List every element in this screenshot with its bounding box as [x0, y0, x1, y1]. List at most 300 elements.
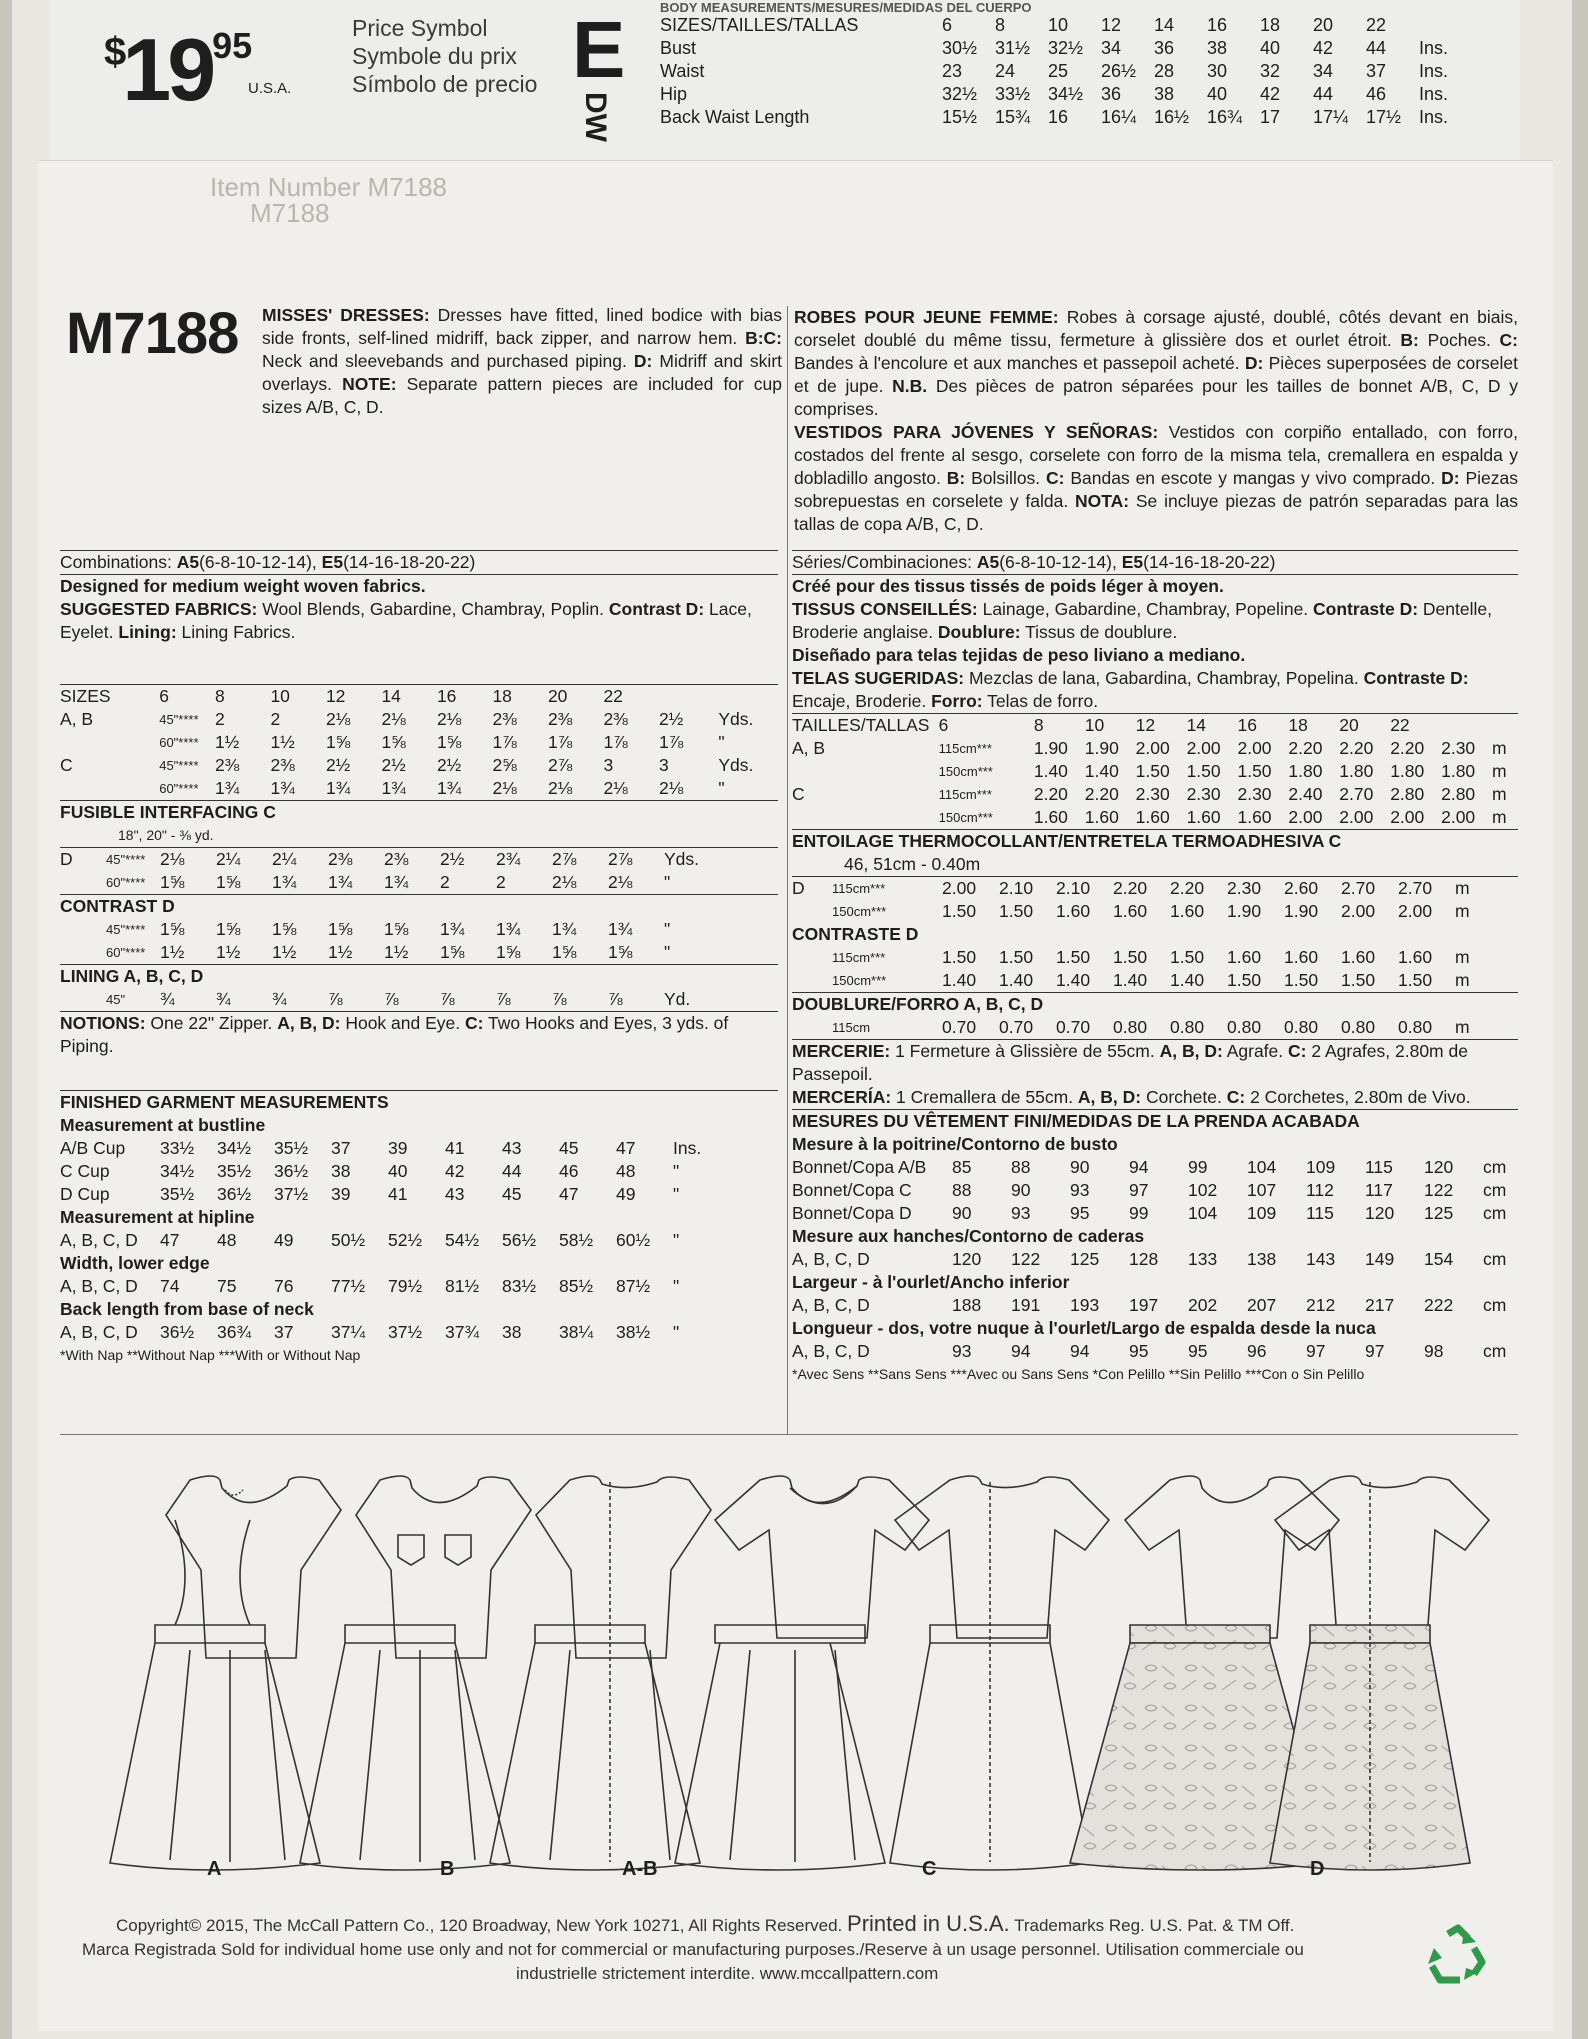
table-cell: 38 [331, 1161, 351, 1181]
table-cell: 2.20 [1390, 738, 1425, 758]
entoilage-label: ENTOILAGE THERMOCOLLANT/ENTRETELA TERMOADHESIVA C [792, 831, 1342, 851]
table-cell: 95 [1188, 1341, 1208, 1361]
table-cell: 36½ [160, 1322, 195, 1342]
fabric-width: 150cm*** [832, 904, 887, 919]
unit-cell: " [664, 942, 671, 962]
table-cell: 93 [952, 1341, 972, 1361]
table-cell: 1.60 [1186, 807, 1221, 827]
fusible-interfacing-value: 18", 20" - ⅜ yd. [118, 827, 214, 843]
table-cell: ⅞ [496, 989, 511, 1009]
table-row [60, 848, 724, 871]
nap-note: *With Nap **Without Nap ***With or Without Nap [60, 1347, 361, 1363]
table-cell: 1¾ [496, 919, 521, 939]
table-cell: 1⅝ [328, 919, 353, 939]
view-label-b: B [440, 1858, 455, 1880]
table-cell: 85½ [559, 1276, 594, 1296]
row-label [60, 988, 106, 1011]
table-cell: 44 [1366, 38, 1387, 58]
table-cell: 2 [440, 872, 450, 892]
fabric-width: 150cm*** [832, 973, 887, 988]
suggested-fabrics: SUGGESTED FABRICS: Wool Blends, Gabardine, Chambray, Poplin. Contrast D: Lace, Eyelet. Lining: Lining Fabrics. [60, 599, 752, 642]
table-cell: 1.50 [942, 947, 977, 967]
table-header [60, 685, 778, 708]
size-header: 14 [1154, 15, 1175, 35]
table-cell: 2.20 [1339, 738, 1374, 758]
table-cell: 1¾ [272, 872, 297, 892]
table-cell: 37¾ [445, 1322, 480, 1342]
table-cell: 1¾ [325, 778, 351, 798]
price-code-letter: E [572, 5, 626, 94]
table-cell: ⅞ [328, 989, 343, 1009]
size-header: 18 [492, 686, 512, 706]
unit-cell: Yds. [718, 709, 754, 729]
unit-cell: " [673, 1322, 680, 1342]
size-header: 12 [1135, 715, 1156, 735]
table-cell: 2⅜ [547, 709, 573, 729]
table-cell: 17 [1260, 107, 1281, 127]
table-cell: 79½ [388, 1276, 423, 1296]
table-cell: 1.40 [1056, 970, 1091, 990]
unit-cell [1441, 714, 1492, 737]
table-cell: ¾ [160, 989, 175, 1009]
unit-cell: m [1455, 901, 1470, 921]
table-row [792, 1340, 1513, 1363]
table-row [60, 918, 724, 941]
fabric-width: 45"**** [159, 758, 199, 773]
row-label [792, 760, 939, 783]
size-header: 20 [1339, 715, 1359, 735]
table-cell: 0.80 [1170, 1017, 1205, 1037]
doublure-label: DOUBLURE/FORRO A, B, C, D [792, 994, 1044, 1014]
table-cell: 1⅞ [547, 732, 573, 752]
table-cell: 2.20 [1033, 784, 1068, 804]
unit-cell: m [1492, 761, 1507, 781]
size-header: 10 [1084, 715, 1105, 735]
cree-pour: Créé pour des tissus tissés de poids léger à moyen. [792, 576, 1224, 596]
table-cell: 16 [1048, 107, 1069, 127]
table-cell: 1.50 [1341, 970, 1376, 990]
row-label: D [792, 878, 805, 898]
table-cell: 128 [1129, 1249, 1159, 1269]
row-label: Bonnet/Copa A/B [792, 1157, 927, 1177]
table-row [60, 1321, 723, 1344]
table-cell: 31½ [995, 38, 1031, 58]
size-header: 16 [436, 686, 457, 706]
table-cell: 2¼ [216, 849, 241, 869]
unit-cell: " [673, 1276, 680, 1296]
footer [82, 1911, 1436, 1986]
table-cell: 1.60 [1227, 947, 1262, 967]
table-cell: 1¾ [384, 872, 409, 892]
table-cell: 46 [559, 1161, 579, 1181]
unit-cell: cm [1483, 1341, 1507, 1361]
table-cell: 2.20 [1170, 878, 1205, 898]
table-row [60, 1229, 723, 1252]
table-row [792, 946, 1485, 969]
row-label: A, B, C, D [60, 1230, 138, 1250]
combinations: Combinations: A5(6-8-10-12-14), E5(14-16-18-20-22) [60, 552, 476, 572]
dress-view-c-back [890, 1476, 1109, 1870]
table-cell: 1⅞ [492, 732, 517, 752]
table-cell: 125 [1424, 1203, 1454, 1223]
sizes-label: TAILLES/TALLAS [792, 715, 930, 735]
table-cell: 2.30 [1227, 878, 1262, 898]
table-cell: 52½ [388, 1230, 423, 1250]
table-cell: 2.00 [1237, 738, 1272, 758]
unit-cell: cm [1483, 1157, 1507, 1177]
unit-cell: " [664, 872, 671, 892]
table-cell: 32½ [1048, 38, 1084, 58]
price: $^{\$}19^{95}$ [104, 20, 253, 119]
unit-cell: m [1492, 738, 1507, 758]
table-cell: 99 [1188, 1157, 1208, 1177]
size-header: 14 [381, 686, 401, 706]
unit-cell: cm [1483, 1203, 1507, 1223]
table-cell: 60½ [616, 1230, 651, 1250]
table-cell: 35½ [217, 1161, 252, 1181]
table-cell: 1.60 [1084, 807, 1119, 827]
table-cell: 1⅝ [325, 732, 351, 752]
hanches-label: Mesure aux hanches/Contorno de caderas [792, 1226, 1145, 1246]
column-divider [787, 306, 788, 1434]
table-cell: 48 [616, 1161, 636, 1181]
footer-line-2: Marca Registrada Sold for individual home use only and not for commercial or manufacturing purposes./Reserve à un usage personnel. Utilisation commerciale ou [82, 1940, 1304, 1959]
table-cell: 44 [1313, 84, 1334, 104]
table-cell: 1.50 [1237, 761, 1272, 781]
table-cell: 1.60 [1056, 901, 1091, 921]
table-cell: 26½ [1101, 61, 1137, 81]
table-cell: 24 [995, 61, 1016, 81]
unit-cell: m [1492, 807, 1507, 827]
yardage-table-en [60, 685, 778, 800]
table-cell: 97 [1306, 1341, 1326, 1361]
row-label: Waist [660, 61, 705, 81]
table-cell: 0.80 [1398, 1017, 1433, 1037]
table-cell: 30½ [942, 38, 978, 58]
table-cell: 37½ [274, 1184, 309, 1204]
disenado-para: Diseñado para telas tejidas de peso liviano a mediano. [792, 645, 1246, 665]
table-cell: 1.90 [1033, 738, 1068, 758]
table-cell: 2⅞ [608, 849, 633, 869]
size-header: 14 [1186, 715, 1207, 735]
table-cell: 44 [502, 1161, 522, 1181]
table-cell: 1.80 [1288, 761, 1323, 781]
table-cell: 2.30 [1237, 784, 1272, 804]
table-row [660, 60, 1459, 83]
table-cell: 1⅝ [608, 942, 633, 962]
fabric-width: 115cm [832, 1020, 871, 1035]
table-cell: 90 [1011, 1180, 1031, 1200]
table-cell: 2.10 [999, 878, 1034, 898]
size-header: 8 [995, 15, 1006, 35]
table-cell: 1.50 [942, 901, 977, 921]
table-cell: 1.50 [1056, 947, 1091, 967]
row-label [792, 946, 832, 969]
size-header: 6 [159, 686, 169, 706]
table-cell: 3 [658, 755, 669, 775]
view-label-a: A [207, 1858, 222, 1880]
table-cell: 32 [1260, 61, 1281, 81]
table-cell: 2.00 [1288, 807, 1323, 827]
table-cell: 149 [1365, 1249, 1395, 1269]
table-cell: 2.40 [1288, 784, 1323, 804]
table-cell: 15½ [942, 107, 978, 127]
unit-cell: Yd. [664, 989, 691, 1009]
table-cell: 1.90 [1284, 901, 1319, 921]
table-row [60, 1160, 723, 1183]
row-label [60, 941, 106, 964]
table-cell: 1½ [216, 942, 241, 962]
table-cell: 94 [1129, 1157, 1149, 1177]
ghost-text: Item Number M7188 M7188 [210, 172, 447, 228]
table-cell: 17¼ [1313, 107, 1349, 127]
table-cell: 25 [1048, 61, 1069, 81]
back-length-label: Back length from base of neck [60, 1299, 314, 1319]
contrast-d-table [60, 918, 724, 964]
metric-table [792, 714, 1518, 829]
unit-cell: Ins. [673, 1138, 702, 1158]
table-cell: 1.40 [1084, 761, 1119, 781]
table-row [792, 1156, 1513, 1179]
table-cell: 41 [388, 1184, 408, 1204]
table-cell: 143 [1306, 1249, 1336, 1269]
table-cell: 32½ [942, 84, 978, 104]
fusible-interfacing-label: FUSIBLE INTERFACING C [60, 802, 276, 822]
size-header: 20 [1313, 15, 1334, 35]
table-cell: 43 [502, 1138, 522, 1158]
table-row [660, 106, 1459, 129]
table-cell: 2.00 [1341, 901, 1376, 921]
table-row [60, 1275, 723, 1298]
sens-note: *Avec Sens **Sans Sens ***Avec ou Sans Sens *Con Pelillo **Sin Pelillo ***Con o Sin Pelillo [792, 1366, 1365, 1382]
table-cell: 48 [217, 1230, 237, 1250]
table-cell: 1⅞ [603, 732, 628, 752]
row-label [60, 918, 106, 941]
unit-cell: Ins. [1419, 61, 1449, 81]
table-cell: 1½ [272, 942, 297, 962]
table-cell: 2.20 [1288, 738, 1323, 758]
size-header: 6 [938, 715, 949, 735]
fabric-width: 60"**** [159, 735, 199, 750]
table-cell: 2.00 [1186, 738, 1221, 758]
table-cell: 2¾ [496, 849, 521, 869]
table-row [60, 754, 778, 777]
table-cell: 2¼ [272, 849, 297, 869]
fabric-width: 115cm*** [938, 741, 992, 756]
dress-view-b [300, 1476, 531, 1870]
table-cell: 2.70 [1339, 784, 1374, 804]
table-cell: 2.30 [1186, 784, 1221, 804]
table-cell: 1¾ [328, 872, 353, 892]
table-cell: 212 [1306, 1295, 1336, 1315]
table-cell: 2.00 [1135, 738, 1170, 758]
size-header: 18 [1288, 715, 1308, 735]
doublure-table [792, 1016, 1485, 1039]
table-cell: 193 [1070, 1295, 1100, 1315]
poitrine-label: Mesure à la poitrine/Contorno de busto [792, 1134, 1118, 1154]
table-cell: ⅞ [552, 989, 567, 1009]
table-cell: 36 [1154, 38, 1175, 58]
row-label [792, 806, 939, 829]
mercerie: MERCERIE: 1 Fermeture à Glissière de 55cm. A, B, D: Agrafe. C: 2 Agrafes, 2.80m de Passepoil. [792, 1041, 1468, 1084]
table-cell: 40 [1260, 38, 1281, 58]
table-cell: 1.60 [1237, 807, 1272, 827]
table-cell: 1¾ [214, 778, 240, 798]
width-table [60, 1275, 723, 1298]
table-cell: 1¾ [608, 919, 633, 939]
trademarks: Trademarks Reg. U.S. Pat. & TM Off. [1014, 1916, 1295, 1935]
table-row [60, 1137, 723, 1160]
table-cell: 93 [1011, 1203, 1031, 1223]
table-cell: 1.60 [1033, 807, 1068, 827]
table-cell: 3 [603, 755, 614, 775]
dress-view-a [110, 1476, 341, 1870]
body-sizes-label: SIZES/TAILLES/TALLAS [660, 15, 859, 35]
table-cell: 88 [1011, 1157, 1031, 1177]
table-cell: 40 [388, 1161, 408, 1181]
fabric-width: 45"**** [106, 852, 146, 867]
unit-cell: m [1455, 970, 1470, 990]
table-cell: 2⅛ [608, 872, 633, 892]
table-cell: 2½ [658, 709, 684, 729]
series-combinations: Séries/Combinaciones: A5(6-8-10-12-14), E5(14-16-18-20-22) [792, 552, 1276, 572]
table-cell: 2⅛ [160, 849, 185, 869]
table-cell: 34½ [160, 1161, 195, 1181]
table-row [792, 1202, 1513, 1225]
table-cell: 1¾ [381, 778, 406, 798]
row-label: A, B, C, D [792, 1341, 870, 1361]
body-measurements-title: BODY MEASUREMENTS/MESURES/MEDIDAS DEL CUERPO [660, 0, 1032, 15]
table-cell: 1½ [328, 942, 353, 962]
table-row [60, 988, 724, 1011]
table-row [60, 731, 778, 754]
table-cell: 112 [1306, 1180, 1334, 1200]
merceria: MERCERÍA: 1 Cremallera de 55cm. A, B, D: Corchete. C: 2 Corchetes, 2.80m de Vivo. [792, 1087, 1471, 1107]
table-cell: 2.20 [1113, 878, 1148, 898]
table-cell: 1.40 [1033, 761, 1068, 781]
unit-cell: Yds. [664, 849, 700, 869]
table-cell: 2.80 [1441, 784, 1476, 804]
printed-in: Printed in U.S.A. [847, 1911, 1010, 1936]
table-cell: 40 [1207, 84, 1228, 104]
table-cell: 97 [1129, 1180, 1149, 1200]
table-cell: 1.60 [1135, 807, 1170, 827]
table-cell: 2⅛ [325, 709, 351, 729]
size-header: 16 [1207, 15, 1228, 35]
table-cell: 39 [331, 1184, 351, 1204]
table-cell: ¾ [216, 989, 231, 1009]
contraste-label: CONTRASTE D [792, 924, 919, 944]
table-cell: 2⅞ [552, 849, 577, 869]
table-cell: 42 [1260, 84, 1281, 104]
table-cell: 1½ [270, 732, 295, 752]
table-cell: 1.80 [1441, 761, 1476, 781]
table-cell: 1½ [214, 732, 240, 752]
longueur-label: Longueur - dos, votre nuque à l'ourlet/Largo de espalda desde la nuca [792, 1318, 1376, 1338]
table-cell: 94 [1070, 1341, 1090, 1361]
table-cell: 2⅛ [436, 709, 462, 729]
table-cell: 2.60 [1284, 878, 1319, 898]
table-cell: 104 [1247, 1157, 1277, 1177]
table-cell: 1.50 [1113, 947, 1148, 967]
unit-cell [1419, 14, 1459, 37]
table-cell: 56½ [502, 1230, 537, 1250]
size-header: 10 [1048, 15, 1069, 35]
table-cell: 97 [1365, 1341, 1385, 1361]
row-label: C [60, 755, 73, 775]
table-cell: 58½ [559, 1230, 594, 1250]
table-cell: 1.50 [999, 947, 1034, 967]
table-row [792, 877, 1485, 900]
table-cell: 41 [445, 1138, 465, 1158]
table-row [792, 806, 1518, 829]
unit-cell: m [1455, 947, 1470, 967]
fabric-width: 45"**** [159, 712, 199, 727]
size-header: 10 [270, 686, 290, 706]
table-cell: 2.00 [1390, 807, 1425, 827]
table-cell: 38½ [616, 1322, 651, 1342]
table-cell: 1.60 [1170, 901, 1205, 921]
table-cell: 1¾ [440, 919, 465, 939]
table-cell: 2.00 [1441, 807, 1476, 827]
table-row [792, 1248, 1513, 1271]
table-cell: 1.50 [1398, 970, 1433, 990]
fabric-width: 115cm*** [832, 950, 886, 965]
table-cell: 107 [1247, 1180, 1277, 1200]
table-cell: 15¾ [995, 107, 1031, 127]
table-cell: 2.00 [942, 878, 977, 898]
table-row [792, 1179, 1513, 1202]
view-label-c: C [922, 1858, 937, 1880]
table-cell: 2⅜ [270, 755, 295, 775]
table-cell: 0.80 [1341, 1017, 1376, 1037]
table-cell: 1.50 [1284, 970, 1319, 990]
table-cell: 2.00 [1339, 807, 1374, 827]
table-cell: 120 [1424, 1157, 1454, 1177]
table-cell: 39 [388, 1138, 408, 1158]
table-cell: 42 [1313, 38, 1334, 58]
unit-cell: m [1492, 784, 1507, 804]
table-cell: 94 [1011, 1341, 1031, 1361]
table-row [60, 708, 778, 731]
unit-cell: m [1455, 878, 1470, 898]
table-cell: 16¾ [1207, 107, 1243, 127]
fabric-width: 115cm*** [832, 881, 886, 896]
table-cell: ⅞ [608, 989, 623, 1009]
unit-cell: " [718, 732, 725, 752]
row-label: Bonnet/Copa D [792, 1203, 912, 1223]
recycle-icon [1424, 1924, 1490, 1986]
table-cell: 1⅝ [440, 942, 465, 962]
largeur-table [792, 1294, 1513, 1317]
price-symbol-label: Price Symbol Symbole du prix Símbolo de precio [352, 15, 538, 97]
table-cell: 54½ [445, 1230, 480, 1250]
row-label [792, 900, 832, 923]
size-header: 12 [325, 686, 346, 706]
back-length-table [60, 1321, 723, 1344]
table-cell: 38 [502, 1322, 522, 1342]
table-cell: 191 [1011, 1295, 1041, 1315]
table-cell: 197 [1129, 1295, 1159, 1315]
table-row [660, 83, 1459, 106]
table-cell: 122 [1011, 1249, 1041, 1269]
table-cell: 75 [217, 1276, 237, 1296]
table-cell: 98 [1424, 1341, 1444, 1361]
row-label: A, B, C, D [792, 1295, 870, 1315]
table-cell: 109 [1247, 1203, 1277, 1223]
size-header: 8 [214, 686, 225, 706]
table-cell: 133 [1188, 1249, 1218, 1269]
